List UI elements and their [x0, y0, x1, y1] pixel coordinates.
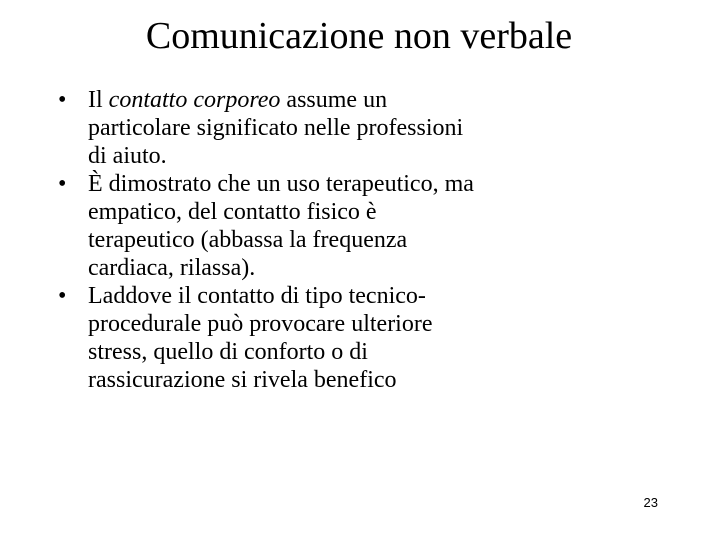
bullet-text: Laddove il contatto di tipo tecnico-procedurale può provocare ulteriore stress, quello di conforto o di rassicurazione si rivela benefico: [88, 283, 433, 393]
bullet-text-emphasis: contatto corporeo: [108, 87, 281, 113]
page-number: 23: [643, 495, 658, 510]
slide-title: Comunicazione non verbale: [145, 15, 573, 57]
bullet-item-2: [58, 170, 478, 282]
bullet-text: È dimostrato che un uso terapeutico, ma empatico, del contatto fisico è terapeutico (abbassa la frequenza cardiaca, rilassa).: [88, 171, 474, 281]
bullet-item-1: [58, 86, 478, 170]
bullet-text-prefix: Il: [88, 87, 109, 113]
bullet-list: [58, 86, 478, 394]
bullet-marker: •: [58, 171, 67, 197]
bullet-item-3: [58, 282, 478, 394]
bullet-marker: •: [58, 283, 67, 309]
bullet-text-suffix: assume un particolare significato nelle professioni di aiuto.: [88, 87, 464, 169]
bullet-marker: •: [58, 87, 67, 113]
